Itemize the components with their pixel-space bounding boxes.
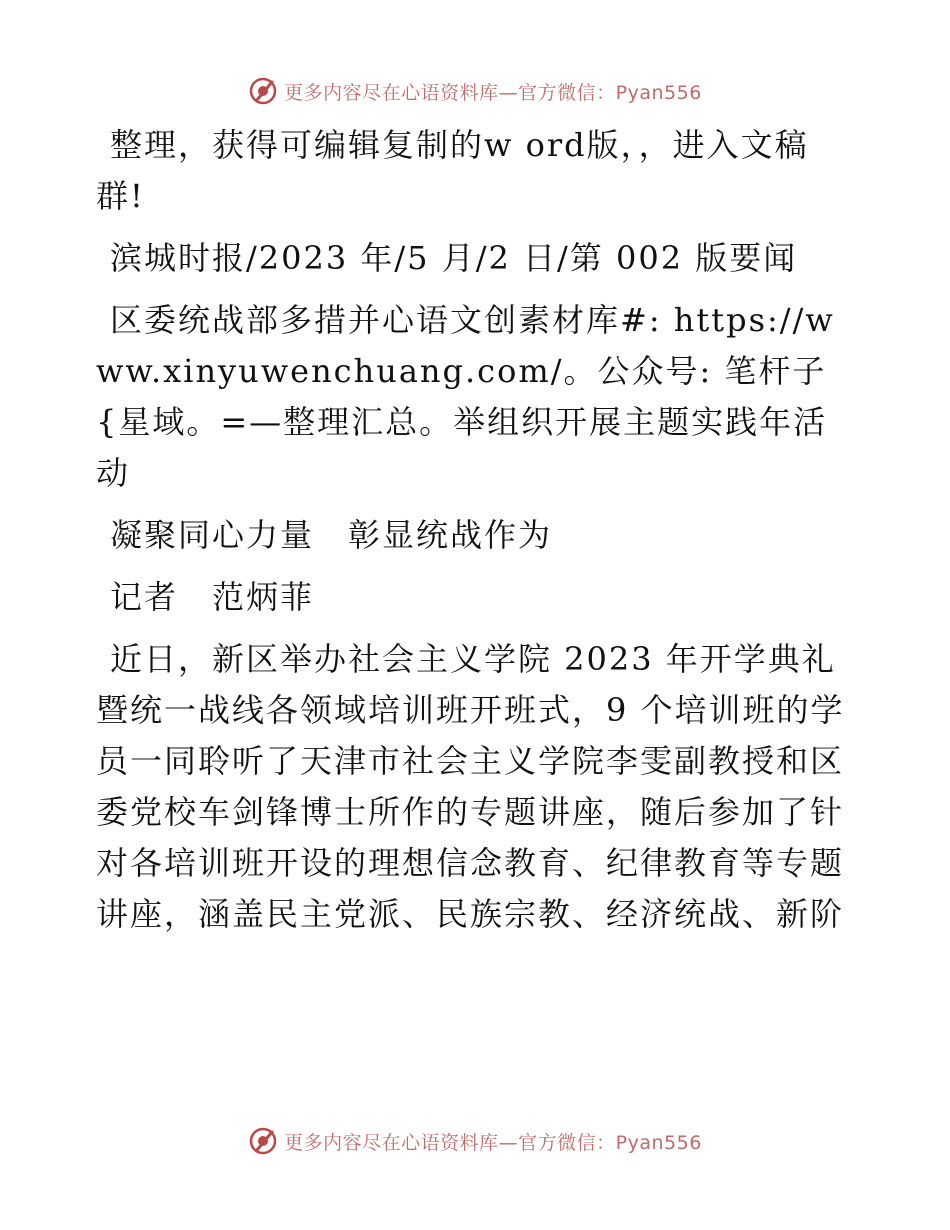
headline: 凝聚同心力量 彰显统战作为 bbox=[110, 516, 553, 554]
footer-watermark bbox=[0, 1121, 950, 1161]
pen-circle-logo-icon bbox=[248, 76, 278, 106]
document-body bbox=[96, 120, 856, 940]
header-watermark bbox=[0, 71, 950, 111]
watermark-text: 更多内容尽在心语资料库—官方微信：Pyan556 bbox=[284, 1131, 702, 1154]
pen-circle-logo-icon bbox=[248, 1126, 278, 1156]
body-paragraph: 近日，新区举办社会主义学院 2023 年开学典礼暨统一战线各领域培训班开班式，9 个培训班的学员一同聆听了天津市社会主义学院李雯副教授和区委党校车剑锋博士所作的专题讲座，随后参加了针对各培训班开设的理想信念教育、纪律教育等专题讲座，涵盖民主党派、民族宗教、经济统战、新阶 bbox=[96, 640, 845, 933]
intro-paragraph: 整理，获得可编辑复制的w ord版，，进入文稿群! bbox=[96, 126, 809, 215]
headline-kicker: 区委统战部多措并心语文创素材库#: https://www.xinyuwenchuang.com/。公众号: 笔杆子{星域。=—整理汇总。举组织开展主题实践年活动 bbox=[96, 301, 835, 492]
dateline: 滨城时报/2023 年/5 月/2 日/第 002 版要闻 bbox=[110, 239, 798, 277]
byline: 记者 范炳菲 bbox=[110, 578, 315, 616]
watermark-text: 更多内容尽在心语资料库—官方微信：Pyan556 bbox=[284, 81, 702, 104]
